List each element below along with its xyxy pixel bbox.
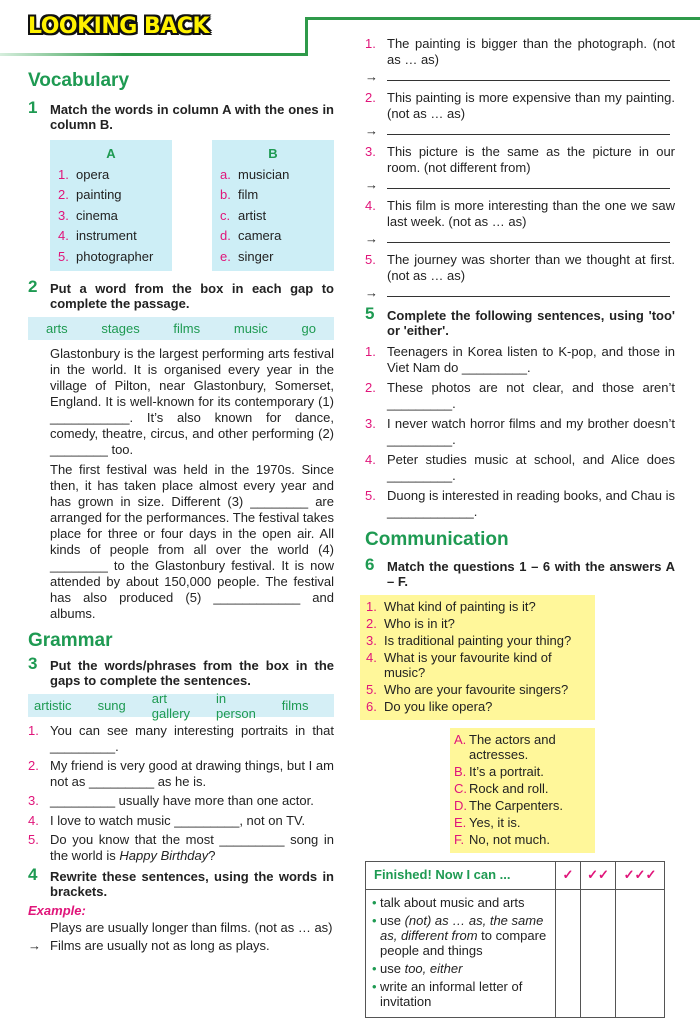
list-item	[365, 380, 675, 411]
item-word: photographer	[76, 248, 154, 264]
item-number: 2.	[365, 380, 376, 395]
column-item	[220, 226, 326, 247]
exercise-number: 1	[28, 98, 38, 117]
column-b	[212, 140, 334, 271]
item-number: 2.	[366, 616, 377, 631]
item-number: 2.	[58, 187, 69, 202]
answer-line[interactable]	[365, 123, 675, 138]
column-item	[58, 165, 164, 186]
item-word: painting	[76, 187, 122, 202]
item-number: F.	[454, 832, 465, 847]
exercise-number: 6	[365, 555, 375, 574]
list-item	[366, 633, 589, 648]
instruction-text: Complete the following sentences, using 'too' or 'either'.	[387, 308, 675, 338]
column-a-title: A	[106, 146, 116, 161]
exercise-5-items	[365, 344, 675, 519]
item-text: The actors and actresses.	[469, 732, 556, 762]
italic-text: (not) as … as, the same as, different from	[380, 913, 544, 943]
instruction-text: Put a word from the box in each gap to complete the passage.	[50, 281, 334, 311]
arrow-icon: →	[365, 177, 378, 192]
check-two-column[interactable]: ✓✓	[581, 862, 616, 890]
item-text: Rock and roll.	[469, 781, 549, 796]
item-number: 2.	[365, 90, 376, 105]
column-item	[220, 206, 326, 227]
item-text: The Carpenters.	[469, 798, 563, 813]
example-answer-row	[28, 938, 334, 953]
column-b-title: B	[268, 146, 278, 161]
item-text: I never watch horror films and my brother doesn’t _________.	[387, 416, 675, 447]
word-box-item: sung	[97, 698, 126, 713]
exercise-4-instruction	[28, 865, 334, 899]
left-column	[28, 70, 334, 953]
answer-line[interactable]	[365, 177, 675, 192]
exercise-6-instruction	[365, 555, 675, 589]
list-item	[365, 144, 675, 175]
item-text: Teenagers in Korea listen to K-pop, and those in Viet Nam do _________.	[387, 344, 675, 375]
list-item	[454, 815, 591, 830]
item-number: D.	[454, 798, 467, 813]
check-three-column[interactable]: ✓✓✓	[616, 862, 665, 890]
list-item	[454, 732, 591, 762]
passage	[50, 346, 334, 622]
item-text: What kind of painting is it?	[384, 599, 536, 614]
section-grammar: Grammar	[28, 630, 113, 651]
instruction-text: Put the words/phrases from the box in the gaps to complete the sentences.	[50, 658, 334, 688]
bullet-icon: •	[372, 895, 377, 910]
item-number: 1.	[366, 599, 377, 614]
item-text: Who is in it?	[384, 616, 455, 631]
item-text: Yes, it is.	[469, 815, 521, 830]
list-item	[365, 36, 675, 67]
bullet-icon: •	[372, 961, 377, 976]
item-number: B.	[454, 764, 467, 779]
check-one-column[interactable]: ✓	[556, 862, 581, 890]
item-text: Do you know that the most _________ song in the world is	[50, 832, 334, 863]
item-word: instrument	[76, 228, 137, 243]
checklist-item	[372, 979, 549, 1009]
item-text: What is your favourite kind of music?	[384, 650, 552, 680]
list-item	[365, 90, 675, 121]
answer-line[interactable]	[365, 231, 675, 246]
item-text: Duong is interested in reading books, and Chau is ____________.	[387, 488, 675, 519]
checklist-title: Finished! Now I can ...	[366, 862, 556, 890]
item-number: C.	[454, 781, 467, 796]
item-number: 3.	[365, 144, 376, 159]
exercise-number: 3	[28, 654, 38, 673]
section-communication: Communication	[365, 529, 509, 550]
arrow-icon: →	[365, 231, 378, 246]
blank-line[interactable]	[387, 231, 670, 243]
list-item	[28, 723, 334, 754]
item-number: 5.	[365, 488, 376, 503]
item-number: A.	[454, 732, 467, 747]
item-text: This film is more interesting than the one we saw last week. (not as … as)	[387, 198, 675, 229]
arrow-icon: →	[365, 123, 378, 138]
exercise-number: 5	[365, 304, 375, 323]
answers-box	[450, 728, 595, 853]
item-number: 4.	[28, 812, 39, 828]
questions-box	[360, 595, 595, 720]
item-text: This painting is more expensive than my painting. (not as … as)	[387, 90, 675, 121]
item-number: d.	[220, 228, 231, 243]
list-item	[365, 416, 675, 447]
column-item	[220, 165, 326, 186]
item-text: _________ usually have more than one actor.	[50, 793, 314, 808]
example-question: Plays are usually longer than films. (not as … as)	[50, 920, 333, 935]
word-box	[28, 690, 334, 721]
list-item	[366, 650, 589, 680]
item-number: 1.	[365, 344, 376, 359]
example-label: Example:	[28, 903, 86, 918]
arrow-icon: →	[365, 69, 378, 84]
song-title: Happy Birthday	[119, 847, 209, 863]
item-text: The painting is bigger than the photograph. (not as … as)	[387, 36, 675, 67]
column-item	[58, 206, 164, 227]
list-item	[366, 616, 589, 631]
item-number: 6.	[366, 699, 377, 714]
item-number: 3.	[366, 633, 377, 648]
check-cell[interactable]	[616, 890, 665, 1018]
item-text: ?	[208, 847, 216, 863]
word-box-item: stages	[101, 321, 140, 336]
header-rule	[305, 17, 308, 56]
exercise-number: 2	[28, 277, 38, 296]
item-text: My friend is very good at drawing things, but I am not as _________ as he is.	[50, 758, 334, 789]
column-item	[58, 185, 164, 206]
answer-line[interactable]	[365, 69, 675, 84]
list-item	[28, 832, 334, 863]
item-text: The journey was shorter than we thought at first. (not as … as)	[387, 252, 675, 283]
column-a	[50, 140, 172, 271]
passage-paragraph: Glastonbury is the largest performing arts festival in the world. It is organised every year in the village of Pilton, near Glastonbury, Somerset, England. It is well-known for its contemporary (1) ___________. It’s also known for dance, comedy, theatre, circus, and other performing (2) ________ too.	[50, 346, 334, 457]
text: write an informal letter of invitation	[380, 979, 523, 1009]
answer-line[interactable]	[365, 285, 675, 300]
item-number: 4.	[365, 452, 376, 467]
item-number: 5.	[365, 252, 376, 267]
item-text: This picture is the same as the picture in our room. (not different from)	[387, 144, 675, 175]
blank-line[interactable]	[387, 177, 670, 189]
exercise-2-instruction	[28, 277, 334, 311]
item-word: artist	[238, 207, 267, 223]
item-text: You can see many interesting portraits in that _________.	[50, 723, 334, 754]
item-text: Is traditional painting your thing?	[384, 633, 572, 648]
exercise-4-items	[365, 36, 675, 300]
list-item	[366, 599, 589, 614]
list-item	[365, 488, 675, 519]
word-box-item: music	[233, 321, 268, 336]
column-item	[220, 185, 326, 206]
column-item	[220, 247, 326, 268]
header-rule	[0, 53, 308, 56]
item-number: b.	[220, 187, 231, 202]
text: use	[380, 913, 405, 928]
checklist-text	[380, 895, 525, 910]
text: to compare people and things	[380, 928, 547, 958]
item-number: E.	[454, 815, 467, 830]
bullet-icon: •	[372, 913, 377, 928]
list-item	[454, 764, 591, 779]
item-number: 5.	[58, 248, 69, 264]
checklist-text	[380, 961, 462, 976]
word-box-item: films	[173, 321, 201, 336]
match-columns	[50, 140, 334, 271]
item-number: 1.	[58, 166, 69, 182]
list-item	[454, 798, 591, 813]
list-item	[454, 832, 591, 847]
instruction-text: Match the words in column A with the ones in column B.	[50, 102, 334, 132]
list-item	[366, 699, 589, 714]
item-text: These photos are not clear, and those aren’t _________.	[387, 380, 675, 411]
checklist-text	[380, 979, 549, 1009]
instruction-text: Rewrite these sentences, using the words in brackets.	[50, 869, 334, 899]
arrow-icon: →	[28, 938, 41, 953]
list-item	[28, 758, 334, 789]
item-text: No, not much.	[469, 832, 550, 847]
word-box-item: art gallery	[151, 690, 191, 721]
blank-line[interactable]	[387, 123, 670, 135]
list-item	[28, 793, 334, 809]
bullet-icon: •	[372, 979, 377, 994]
item-word: film	[238, 187, 259, 202]
item-number: 4.	[366, 650, 377, 665]
exercise-1-instruction	[28, 98, 334, 132]
checklist-item	[372, 895, 549, 910]
blank-line[interactable]	[387, 285, 670, 297]
item-text	[50, 832, 334, 863]
item-word: cinema	[76, 207, 118, 223]
header-rule	[305, 17, 700, 20]
list-item	[365, 252, 675, 283]
item-number: c.	[220, 207, 231, 223]
exercise-3-items	[28, 723, 334, 863]
item-word: opera	[76, 166, 110, 182]
check-cell[interactable]	[556, 890, 581, 1018]
item-number: e.	[220, 248, 231, 264]
checklist-items	[366, 890, 556, 1018]
item-number: 1.	[28, 723, 39, 738]
item-number: 4.	[58, 228, 69, 243]
item-text: I love to watch music _________, not on TV.	[50, 812, 306, 828]
check-cell[interactable]	[581, 890, 616, 1018]
text: talk about music and arts	[380, 895, 525, 910]
looking-back-title: LOOKING BACK	[28, 14, 209, 39]
item-number: 3.	[365, 416, 376, 431]
word-box-item: in person	[216, 690, 256, 721]
item-number: 3.	[58, 207, 69, 223]
item-number: 2.	[28, 758, 39, 773]
arrow-icon: →	[365, 285, 378, 300]
item-number: a.	[220, 166, 231, 182]
list-item	[365, 452, 675, 483]
exercise-3-instruction	[28, 654, 334, 688]
item-word: musician	[238, 166, 290, 182]
list-item	[366, 682, 589, 697]
item-text: Do you like opera?	[384, 699, 493, 714]
exercise-number: 4	[28, 865, 38, 884]
right-column	[365, 36, 675, 1018]
italic-text: too, either	[404, 961, 463, 976]
item-number: 4.	[365, 198, 376, 213]
item-word: singer	[238, 248, 274, 264]
checklist-text	[380, 913, 549, 958]
list-item	[365, 344, 675, 375]
checklist-item	[372, 961, 549, 976]
word-box-item: films	[281, 698, 309, 713]
section-vocabulary: Vocabulary	[28, 70, 130, 91]
example-answer: Films are usually not as long as plays.	[50, 938, 270, 953]
text: use	[380, 961, 405, 976]
word-box	[28, 317, 334, 340]
word-box-item: go	[301, 321, 316, 336]
column-item	[58, 247, 164, 268]
word-box-item: arts	[46, 321, 68, 336]
checklist-table	[365, 861, 665, 1018]
item-number: 3.	[28, 793, 39, 808]
item-number: 5.	[366, 682, 377, 697]
passage-paragraph: The first festival was held in the 1970s. Since then, it has taken place almost every year and has grown in size. Different (3) ________ are arranged for the performances. The festival takes place for three or four days in the open air. All kinds of people from all over the world (4) ________ to the Glastonbury festival. It is now attended by about 150,000 people. The festival has also produced (5) ____________ and albums.	[50, 462, 334, 621]
checklist-item	[372, 913, 549, 958]
blank-line[interactable]	[387, 69, 670, 81]
list-item	[454, 781, 591, 796]
word-box-item: artistic	[34, 698, 72, 713]
instruction-text: Match the questions 1 – 6 with the answers A – F.	[387, 559, 675, 589]
item-number: 1.	[365, 36, 376, 51]
item-text: Peter studies music at school, and Alice does _________.	[387, 452, 675, 483]
column-item	[58, 226, 164, 247]
list-item	[28, 813, 334, 829]
list-item	[365, 198, 675, 229]
item-word: camera	[238, 228, 282, 243]
exercise-5-instruction	[365, 304, 675, 338]
item-text: Who are your favourite singers?	[384, 682, 569, 697]
item-text: It’s a portrait.	[469, 764, 544, 779]
item-number: 5.	[28, 832, 39, 847]
